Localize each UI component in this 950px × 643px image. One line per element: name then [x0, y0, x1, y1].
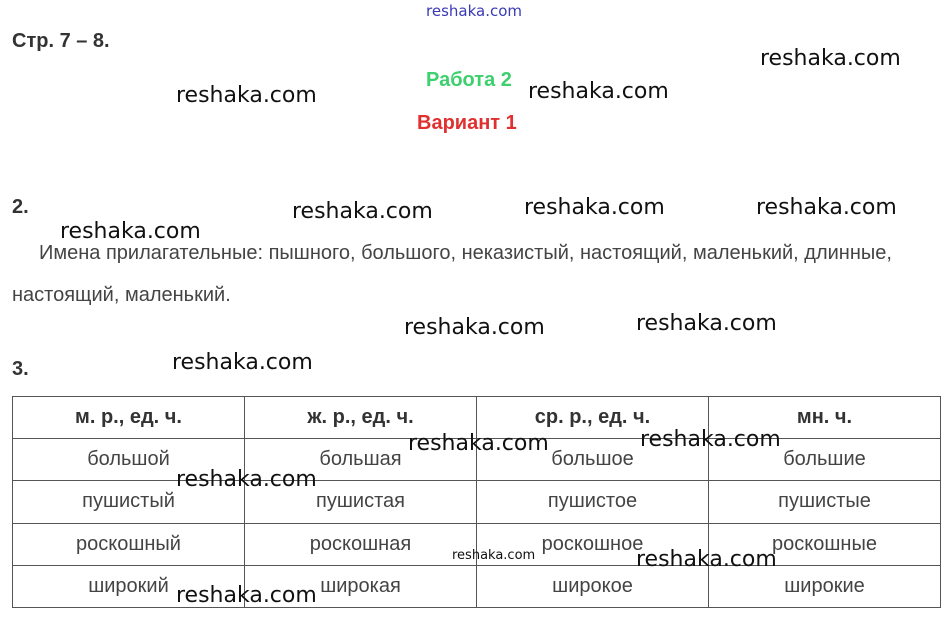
table-cell: пушистые: [709, 481, 941, 523]
watermark: reshaka.com: [636, 547, 777, 572]
watermark: reshaka.com: [524, 195, 665, 220]
table-cell: большое: [477, 439, 709, 481]
watermark: reshaka.com: [756, 195, 897, 220]
table-cell: пушистый: [13, 481, 245, 523]
header-plural: мн. ч.: [709, 397, 941, 439]
table-cell: пушистая: [245, 481, 477, 523]
task-3-number: 3.: [12, 358, 29, 380]
watermark: reshaka.com: [176, 83, 317, 108]
watermark: reshaka.com: [636, 311, 777, 336]
table-cell: широкий: [13, 565, 245, 607]
watermark: reshaka.com: [408, 431, 549, 456]
table-cell: большой: [13, 439, 245, 481]
watermark: reshaka.com: [640, 427, 781, 452]
work-title: Работа 2: [426, 69, 512, 91]
watermark: reshaka.com: [404, 315, 545, 340]
watermark-small: reshaka.com: [452, 548, 536, 563]
table-cell: роскошный: [13, 523, 245, 565]
table-cell: широкие: [709, 565, 941, 607]
task-2-answer: Имена прилагательные: пышного, большого, неказистый, настоящий, маленький, длинные, настоящий, маленький.: [12, 242, 892, 306]
table-cell: пушистое: [477, 481, 709, 523]
table-cell: роскошные: [709, 523, 941, 565]
header-neuter: ср. р., ед. ч.: [477, 397, 709, 439]
watermark: reshaka.com: [172, 350, 313, 375]
watermark-top: reshaka.com: [426, 2, 522, 20]
watermark: reshaka.com: [176, 583, 317, 608]
table-cell: большие: [709, 439, 941, 481]
watermark: reshaka.com: [292, 199, 433, 224]
variant-title: Вариант 1: [417, 112, 517, 134]
watermark: reshaka.com: [528, 79, 669, 104]
table-row: [13, 565, 941, 607]
table-cell: широкая: [245, 565, 477, 607]
task-2-number: 2.: [12, 196, 29, 218]
watermark: reshaka.com: [176, 467, 317, 492]
watermark: reshaka.com: [60, 219, 201, 244]
page-reference: Стр. 7 – 8.: [12, 30, 110, 52]
table-cell: широкое: [477, 565, 709, 607]
table-cell: роскошная: [245, 523, 477, 565]
table-cell: роскошное: [477, 523, 709, 565]
header-feminine: ж. р., ед. ч.: [245, 397, 477, 439]
watermark: reshaka.com: [760, 46, 901, 71]
table-row: [13, 481, 941, 523]
header-masculine: м. р., ед. ч.: [13, 397, 245, 439]
adjective-forms-table: [12, 396, 941, 608]
table-cell: большая: [245, 439, 477, 481]
